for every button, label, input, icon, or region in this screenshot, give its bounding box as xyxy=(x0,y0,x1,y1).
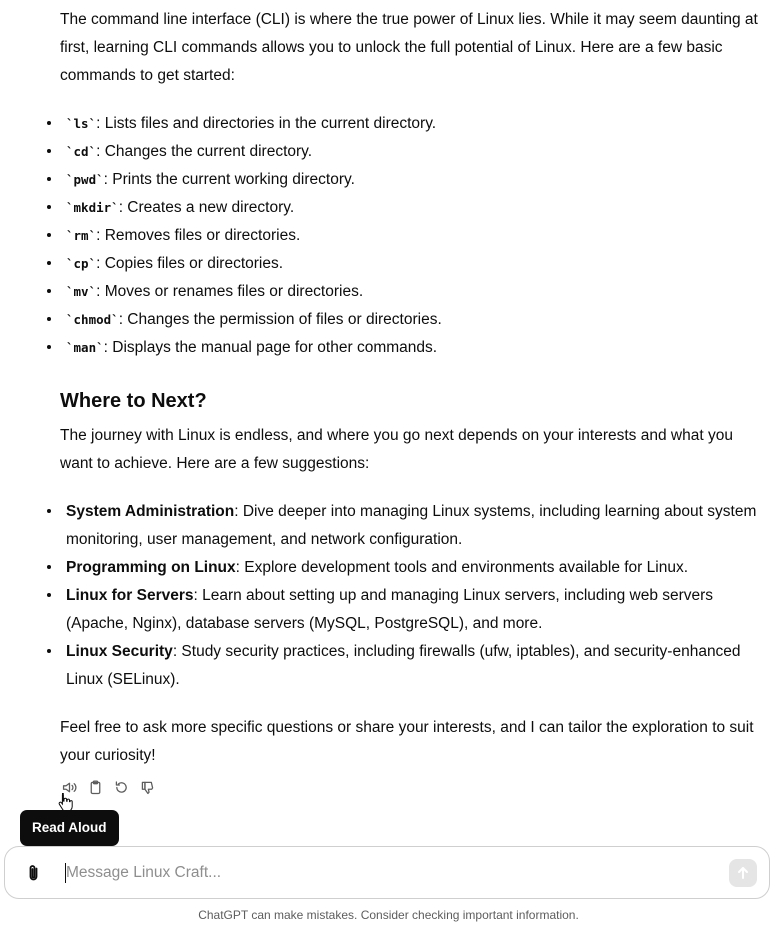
command-description: : Removes files or directories. xyxy=(96,227,301,244)
command-description: : Copies files or directories. xyxy=(96,255,284,272)
command-code: `cd` xyxy=(66,144,97,159)
list-item xyxy=(47,498,760,554)
list-item xyxy=(47,582,760,638)
closing-paragraph: Feel free to ask more specific questions or share your interests, and I can tailor the exploration to suit your curiosity! xyxy=(60,719,754,764)
command-code: `cp` xyxy=(66,256,97,271)
command-code: `ls` xyxy=(66,116,97,131)
list-item xyxy=(47,334,760,362)
command-description: : Lists files and directories in the current directory. xyxy=(96,115,437,132)
command-code: `mkdir` xyxy=(66,200,119,215)
attach-button[interactable] xyxy=(24,863,44,883)
suggestion-list xyxy=(47,498,760,694)
suggestion-title: Programming on Linux xyxy=(66,559,236,576)
suggestion-title: Linux Security xyxy=(66,643,173,660)
section-heading: Where to Next? xyxy=(60,390,207,412)
list-item xyxy=(47,250,760,278)
command-code: `mv` xyxy=(66,284,97,299)
command-code: `chmod` xyxy=(66,312,119,327)
suggestion-description: : Explore development tools and environments available for Linux. xyxy=(235,559,689,576)
tooltip: Read Aloud xyxy=(20,810,119,846)
command-code: `man` xyxy=(66,340,104,355)
suggestion-description: : Study security practices, including firewalls (ufw, iptables), and security-enhanced Linux (SELinux). xyxy=(66,643,741,688)
regenerate-button[interactable] xyxy=(112,778,130,796)
command-code: `rm` xyxy=(66,228,97,243)
message-input[interactable] xyxy=(62,860,710,886)
list-item xyxy=(47,138,760,166)
send-button[interactable] xyxy=(729,859,757,887)
command-description: : Displays the manual page for other commands. xyxy=(103,339,438,356)
command-list xyxy=(47,110,760,362)
disclaimer: ChatGPT can make mistakes. Consider checking important information. xyxy=(198,908,579,922)
arrow-up-icon xyxy=(735,865,751,881)
suggestion-title: System Administration xyxy=(66,503,235,520)
text-caret xyxy=(65,863,66,883)
hand-pointer-icon xyxy=(57,792,73,812)
thumbs-down-icon xyxy=(139,779,156,796)
paperclip-icon xyxy=(24,863,44,883)
command-description: : Creates a new directory. xyxy=(118,199,295,216)
list-item xyxy=(47,638,760,694)
list-item xyxy=(47,110,760,138)
command-description: : Changes the permission of files or directories. xyxy=(118,311,442,328)
copy-button[interactable] xyxy=(86,778,104,796)
regenerate-icon xyxy=(113,779,130,796)
command-description: : Moves or renames files or directories. xyxy=(96,283,364,300)
command-code: `pwd` xyxy=(66,172,104,187)
suggestion-description: : Dive deeper into managing Linux systems, including learning about system monitoring, user management, and network configuration. xyxy=(66,503,757,548)
list-item xyxy=(47,222,760,250)
assistant-message xyxy=(60,0,760,770)
command-description: : Changes the current directory. xyxy=(96,143,313,160)
suggestion-description: : Learn about setting up and managing Linux servers, including web servers (Apache, Nginx), database servers (MySQL, PostgreSQL), and more. xyxy=(66,587,714,632)
thumbs-down-button[interactable] xyxy=(138,778,156,796)
list-item xyxy=(47,306,760,334)
journey-paragraph: The journey with Linux is endless, and where you go next depends on your interests and what you want to achieve. Here are a few suggestions: xyxy=(60,427,733,472)
list-item xyxy=(47,166,760,194)
list-item xyxy=(47,194,760,222)
suggestion-title: Linux for Servers xyxy=(66,587,194,604)
message-composer xyxy=(4,846,770,899)
list-item xyxy=(47,278,760,306)
clipboard-icon xyxy=(87,779,104,796)
intro-paragraph: The command line interface (CLI) is where the true power of Linux lies. While it may seem daunting at first, learning CLI commands allows you to unlock the full potential of Linux. Here are a few basic commands to get started: xyxy=(60,11,758,84)
message-actions xyxy=(60,778,156,796)
list-item xyxy=(47,554,760,582)
command-description: : Prints the current working directory. xyxy=(103,171,355,188)
